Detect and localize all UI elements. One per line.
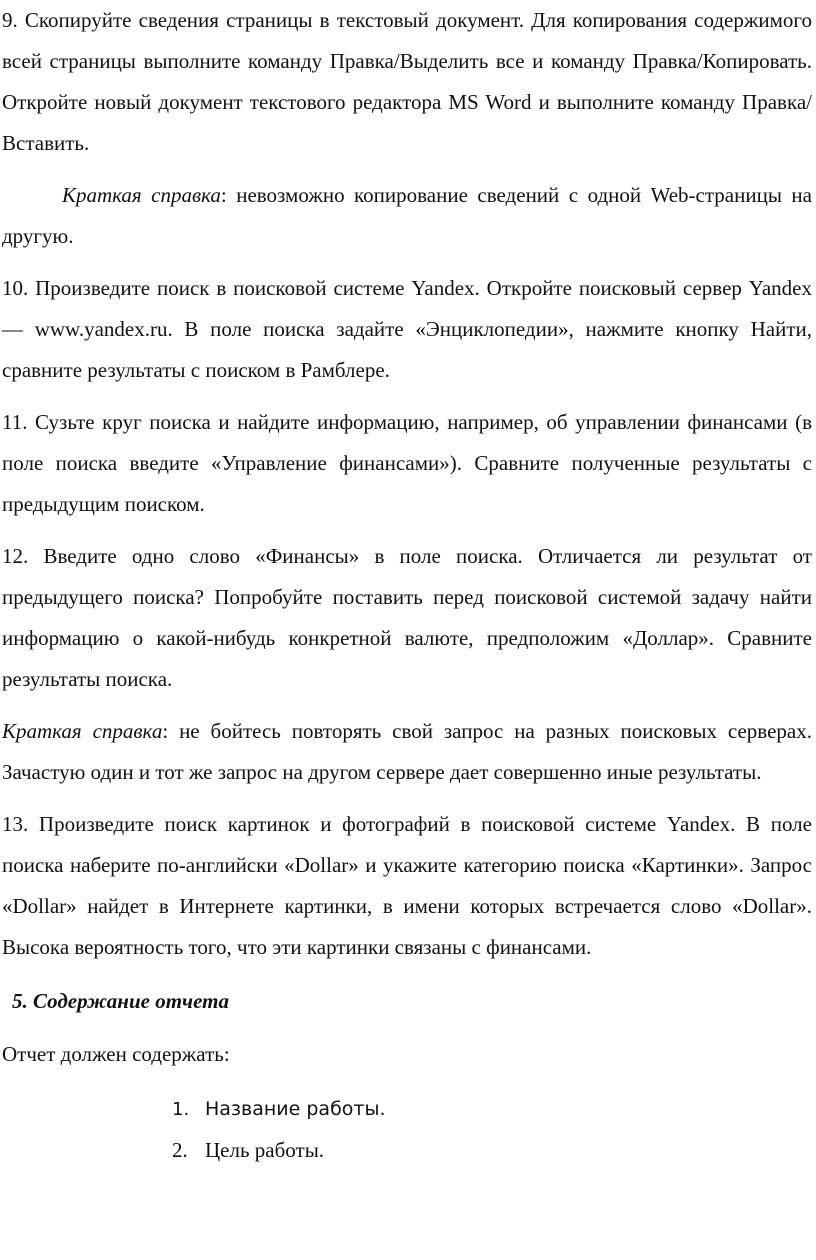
list-item-number: 2. — [172, 1138, 188, 1162]
paragraph-step-10: 10. Произведите поиск в поисковой системе Yandex. Откройте поисковый сервер Yandex — www.yandex.ru. В поле поиска задайте «Энциклопедии», нажмите кнопку Найти, сравните результаты с поиском в Рамблере. — [2, 276, 812, 382]
note-paragraph-1 — [2, 175, 812, 257]
paragraph-step-12: 12. Введите одно слово «Финансы» в поле поиска. Отличается ли результат от предыдущего поиска? Попробуйте поставить перед поисковой системой задачу найти информацию о какой-нибудь конкретной валюте, предположим «Доллар». Сравните результаты поиска. — [2, 544, 812, 691]
note-label: Краткая справка — [62, 183, 221, 207]
report-lead: Отчет должен содержать: — [2, 1042, 230, 1066]
note-paragraph-2 — [2, 711, 812, 793]
list-item-number: 1. — [172, 1099, 190, 1120]
list-item — [2, 1130, 812, 1171]
paragraph-step-13: 13. Произведите поиск картинок и фотографий в поисковой системе Yandex. В поле поиска наберите по-английски «Dollar» и укажите категорию поиска «Картинки». Запрос «Dollar» найдет в Интернете картинки, в имени которых встречается слово «Dollar». Высока вероятность того, что эти картинки связаны с финансами. — [2, 812, 812, 959]
paragraph-step-11: 11. Сузьте круг поиска и найдите информацию, например, об управлении финансами (в поле поиска введите «Управление финансами»). Сравните полученные результаты с предыдущим поиском. — [2, 410, 812, 516]
list-item-text: Цель работы. — [205, 1138, 325, 1162]
note-text: : невозможно копирование сведений с одной Web-страницы на другую. — [2, 183, 812, 248]
note-label: Краткая справка — [2, 719, 163, 743]
list-item-text: Название работы. — [205, 1098, 386, 1120]
paragraph-step-9: 9. Скопируйте сведения страницы в текстовый документ. Для копирования содержимого всей страницы выполните команду Правка/Выделить все и команду Правка/Копировать. Откройте новый документ текстового редактора MS Word и выполните команду Правка/Вставить. — [2, 8, 812, 155]
section-title: 5. Содержание отчета — [12, 989, 229, 1013]
report-list — [2, 1089, 812, 1171]
note-text: : не бойтесь повторять свой запрос на разных поисковых серверах. Зачастую один и тот же запрос на другом сервере дает совершенно иные результаты. — [2, 719, 812, 784]
list-item — [2, 1089, 812, 1130]
